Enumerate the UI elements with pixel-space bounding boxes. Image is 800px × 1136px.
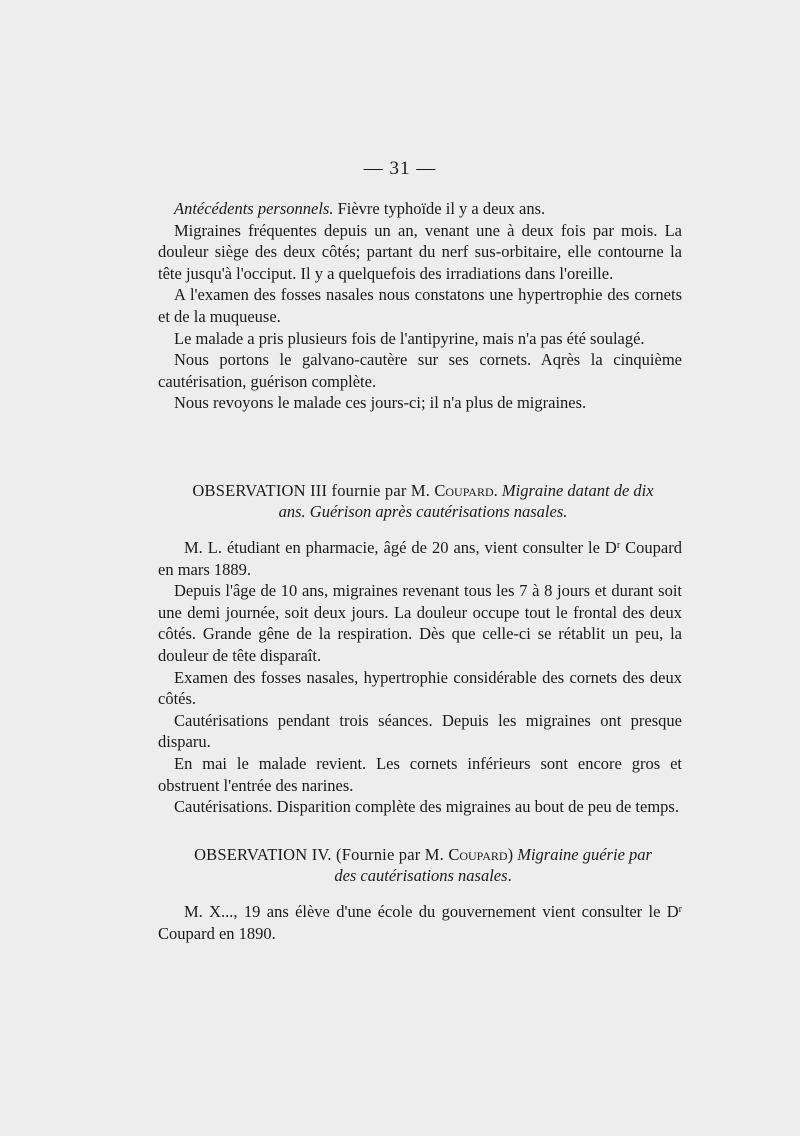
observation-3-title-line-2: ans. Guérison après cautérisations nasales.: [278, 502, 568, 521]
observation-4-intro: [158, 901, 682, 944]
observation-3-paragraph: Examen des fosses nasales, hypertrophie considérable des cornets des deux côtés.: [158, 667, 682, 709]
antecedents-label: Antécédents personnels.: [174, 199, 334, 218]
observation-3-intro-sup: r: [616, 540, 621, 551]
observation-3-label: OBSERVATION III fournie par M.: [192, 481, 435, 500]
observation-4-heading: [158, 844, 688, 886]
antecedents-section: [158, 198, 682, 414]
observation-3-body: [158, 537, 682, 818]
antecedents-paragraph: Nous portons le galvano-cautère sur ses cornets. Aqrès la cinquième cautérisation, guérison complète.: [158, 350, 682, 391]
antecedents-paragraph: A l'examen des fosses nasales nous constatons une hypertrophie des cornets et de la muqueuse.: [158, 285, 682, 326]
observation-4-end: .: [507, 866, 512, 885]
observation-3-heading: [158, 480, 688, 522]
observation-3-title-line-1: Migraine datant de dix: [501, 481, 654, 500]
observation-3-paragraph: Cautérisations. Disparition complète des migraines au bout de peu de temps.: [174, 797, 679, 817]
observation-4-intro-text: M. X..., 19 ans élève d'une école du gouvernement vient consulter le D: [184, 902, 679, 921]
antecedents-paragraph: Nous revoyons le malade ces jours-ci; il n'a plus de migraines.: [174, 393, 587, 413]
observation-3-intro-text: M. L. étudiant en pharmacie, âgé de 20 ans, vient consulter le D: [184, 538, 617, 557]
observation-4-intro-sup: r: [678, 904, 682, 915]
observation-3-dot: .: [493, 481, 502, 500]
observation-4-intro-end: Coupard en 1890.: [158, 923, 276, 943]
observation-4-label: OBSERVATION IV. (Fournie par M.: [194, 845, 449, 864]
observation-4-title-line-1: Migraine guérie par: [517, 845, 652, 864]
observation-3-author: Coupard: [434, 481, 494, 500]
observation-3-intro: [158, 537, 682, 580]
page-number: — 31 —: [363, 158, 437, 179]
observation-4-author: Coupard: [448, 845, 508, 864]
observation-3-paragraph: Depuis l'âge de 10 ans, migraines revenant tous les 7 à 8 jours et durant soit une demi journée, soit deux jours. La douleur occupe tout le frontal des deux côtés. Grande gêne de la respiration. Dès que celle-ci se rétablit un peu, la douleur de tête disparaît.: [158, 581, 682, 665]
antecedents-paragraph: Migraines fréquentes depuis un an, venant une à deux fois par mois. La douleur siège des deux côtés; partant du nerf sus-orbitaire, elle contourne la tête jusqu'à l'occiput. Il y a quelquefois des irradiations dans l'oreille.: [158, 220, 682, 283]
observation-4-close: ): [507, 845, 518, 864]
antecedents-paragraph: Le malade a pris plusieurs fois de l'antipyrine, mais n'a pas été soulagé.: [174, 328, 645, 348]
antecedents-first-line: Fièvre typhoïde il y a deux ans.: [333, 199, 546, 218]
observation-3-paragraph: En mai le malade revient. Les cornets inférieurs sont encore gros et obstruent l'entrée des narines.: [158, 753, 682, 795]
observation-4-title-line-2: des cautérisations nasales: [334, 866, 508, 885]
antecedents-first-paragraph: [158, 198, 682, 220]
observation-3-paragraph: Cautérisations pendant trois séances. Depuis les migraines ont presque disparu.: [158, 710, 682, 752]
observation-3-intro-end: Coupard en mars 1889.: [158, 538, 682, 579]
observation-4-body: [158, 901, 682, 944]
